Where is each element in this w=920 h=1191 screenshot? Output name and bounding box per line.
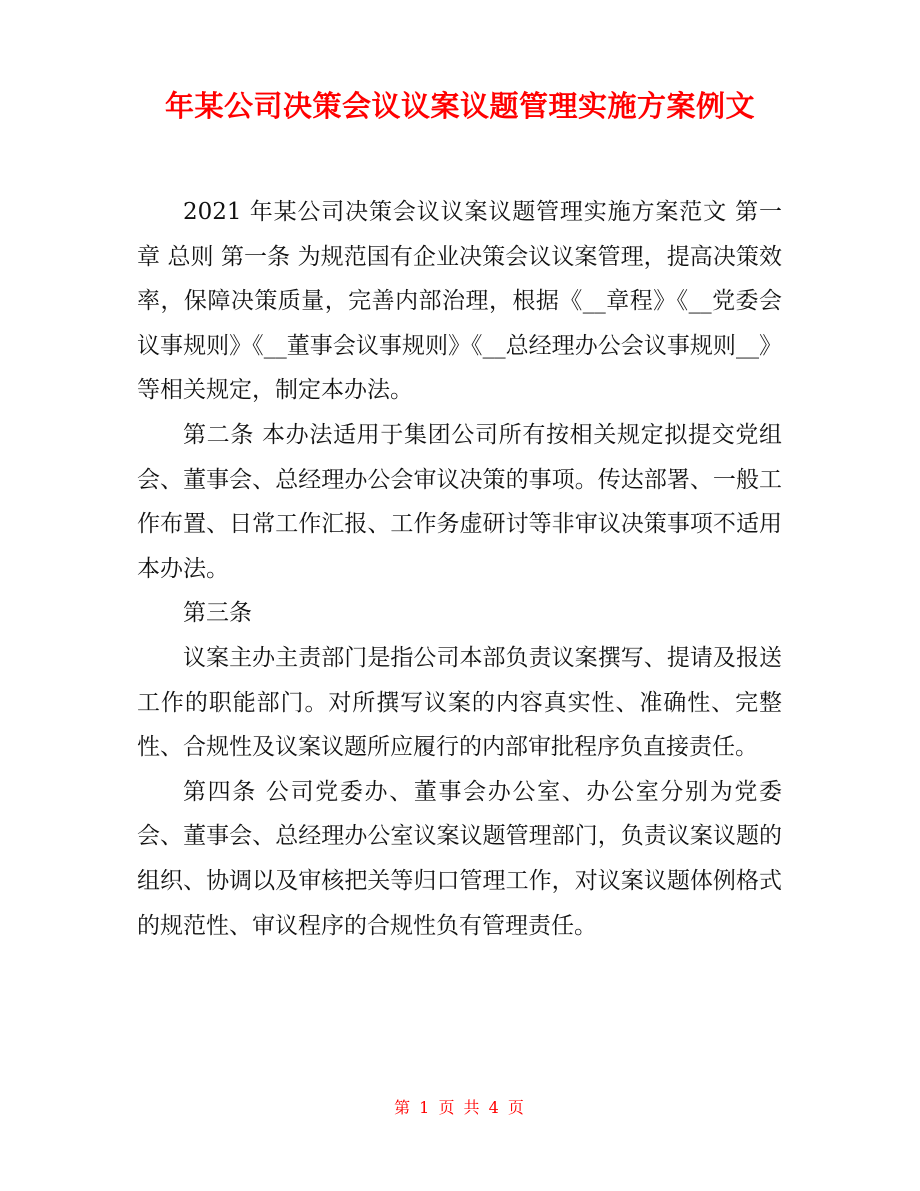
paragraph-article-two: 第二条 本办法适用于集团公司所有按相关规定拟提交党组会、董事会、总经理办公会审议决策的事项。传达部署、一般工作布置、日常工作汇报、工作务虚研讨等非审议决策事项不适用本办法。 [137, 421, 782, 582]
page-number-footer [0, 1097, 920, 1119]
footer-suffix: 页 [507, 1098, 526, 1117]
document-title: 年某公司决策会议议案议题管理实施方案例文 [164, 89, 755, 123]
paragraph-article-three-heading: 第三条 [183, 600, 252, 627]
footer-total-pages: 4 [488, 1098, 501, 1117]
document-body [137, 190, 782, 948]
paragraph-chapter-one-article-one: 2021 年某公司决策会议议案议题管理实施方案范文 第一章 总则 第一条 为规范国有企业决策会议议案管理，提高决策效率，保障决策质量，完善内部治理，根据《__章程》《__党委会议事规则》《__董事会议事规则》《__总经理办公会议事规则__》等相关规定，制定本办法。 [137, 199, 782, 404]
footer-prefix: 第 [394, 1098, 413, 1117]
footer-current-page: 1 [419, 1098, 432, 1117]
paragraph-article-four: 第四条 公司党委办、董事会办公室、办公室分别为党委会、董事会、总经理办公室议案议题管理部门，负责议案议题的组织、协调以及审核把关等归口管理工作，对议案议题体例格式的规范性、审议程序的合规性负有管理责任。 [137, 778, 782, 939]
paragraph-article-three-body: 议案主办主责部门是指公司本部负责议案撰写、提请及报送工作的职能部门。对所撰写议案的内容真实性、准确性、完整性、合规性及议案议题所应履行的内部审批程序负直接责任。 [137, 644, 782, 761]
footer-middle: 页 共 [438, 1098, 482, 1117]
